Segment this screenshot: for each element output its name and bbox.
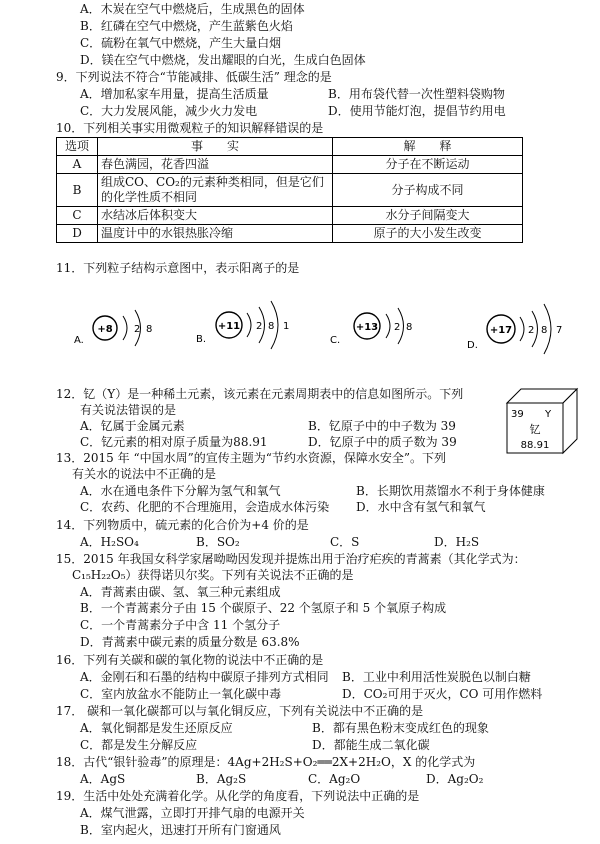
q16-option-d: D．CO₂可用于灭火，CO 可用作燃料 bbox=[342, 687, 543, 701]
shell-electrons: 2 bbox=[394, 322, 401, 333]
q15-option-b: B．一个青蒿素分子由 15 个碳原子、22 个氢原子和 5 个氧原子构成 bbox=[80, 601, 447, 615]
q12-option-a: A．钇属于金属元素 bbox=[80, 419, 185, 433]
atom-diagram-a bbox=[74, 310, 152, 346]
row-fact: 温度计中的水银热胀冷缩 bbox=[98, 225, 333, 243]
q13-option-b: B．长期饮用蒸馏水不利于身体健康 bbox=[356, 484, 545, 498]
shell-arc bbox=[386, 314, 390, 338]
q15-option-c: C．一个青蒿素分子中含 11 个氢分子 bbox=[80, 618, 281, 632]
shell-arc bbox=[520, 317, 524, 341]
q17-option-d: D．都能生成二氧化碳 bbox=[312, 738, 430, 752]
q12-stem-cont: 有关说法错误的是 bbox=[80, 403, 177, 417]
shell-arc bbox=[123, 316, 127, 340]
q14-option-d: D．H₂S bbox=[434, 535, 480, 549]
q8-option-a: A．木炭在空气中燃烧后，生成黑色的固体 bbox=[80, 2, 305, 16]
row-option: B bbox=[57, 174, 98, 207]
shell-electrons: 8 bbox=[406, 322, 413, 333]
row-fact: 水结冰后体积变大 bbox=[98, 207, 333, 225]
q14-option-a: A．H₂SO₄ bbox=[80, 535, 139, 549]
header-fact: 事 实 bbox=[98, 138, 333, 156]
row-fact: 春色满园，花香四溢 bbox=[98, 156, 333, 174]
q15-stem-cont: C₁₅H₂₂O₅）获得诺贝尔奖。下列有关说法不正确的是 bbox=[72, 568, 354, 582]
table-row bbox=[57, 225, 523, 243]
row-option: C bbox=[57, 207, 98, 225]
q18-option-a: A．AgS bbox=[80, 772, 126, 786]
q19-option-b: B．室内起火，迅速打开所有门窗通风 bbox=[80, 823, 281, 837]
atom-label: D. bbox=[467, 340, 478, 351]
q10-stem: 10．下列相关事实用微观粒子的知识解释错误的是 bbox=[56, 121, 324, 135]
q15-stem: 15．2015 年我国女科学家屠呦呦因发现并提炼出用于治疗疟疾的青蒿素（其化学式为： bbox=[56, 552, 526, 566]
q13-option-a: A．水在通电条件下分解为氢气和氧气 bbox=[80, 484, 281, 498]
atom-label: B. bbox=[196, 334, 207, 345]
q18-option-d: D．Ag₂O₂ bbox=[426, 772, 484, 786]
nucleus-charge: +17 bbox=[489, 325, 513, 336]
q18-stem: 18．古代“银针验毒”的原理是：4Ag+2H₂S+O₂══2X+2H₂O，X 的化学式为 bbox=[56, 755, 476, 769]
q16-option-b: B．工业中利用活性炭脱色以制白糖 bbox=[342, 670, 531, 684]
q8-option-d: D．镁在空气中燃烧，发出耀眼的白光，生成白色固体 bbox=[80, 53, 366, 67]
shell-electrons: 1 bbox=[283, 321, 290, 332]
q12-stem: 12．钇（Y）是一种稀土元素，该元素在元素周期表中的信息如图所示。下列 bbox=[56, 387, 464, 401]
q19-stem: 19．生活中处处充满着化学。从化学的角度看，下列说法中正确的是 bbox=[56, 789, 420, 803]
q8-option-b: B．红磷在空气中燃烧，产生蓝紫色火焰 bbox=[80, 19, 293, 33]
table-header-row bbox=[57, 138, 523, 156]
q12-option-d: D．钇原子中的质子数为 39 bbox=[308, 435, 457, 449]
nucleus-charge: +13 bbox=[355, 322, 379, 333]
atomic-mass: 88.91 bbox=[520, 440, 550, 451]
table-row bbox=[57, 156, 523, 174]
atom-diagram-c bbox=[330, 308, 412, 346]
row-explanation: 分子在不断运动 bbox=[333, 156, 523, 174]
q19-option-a: A．煤气泄露，立即打开排气扇的电源开关 bbox=[80, 806, 305, 820]
table-row bbox=[57, 207, 523, 225]
q13-stem: 13．2015 年 “中国水周”的宣传主题为“节约水资源，保障水安全”。下列 bbox=[56, 451, 446, 465]
q17-option-a: A．氧化铜都是发生还原反应 bbox=[80, 721, 233, 735]
shell-arc bbox=[247, 313, 251, 337]
q16-option-c: C．室内放盆水不能防止一氧化碳中毒 bbox=[80, 687, 282, 701]
q11-atom-diagrams bbox=[0, 282, 600, 382]
q17-option-c: C．都是发生分解反应 bbox=[80, 738, 198, 752]
q16-stem: 16．下列有关碳和碳的氧化物的说法中不正确的是 bbox=[56, 653, 324, 667]
q13-stem-cont: 有关水的说法中不正确的是 bbox=[72, 467, 217, 481]
yttrium-element-cell bbox=[505, 387, 583, 457]
row-option: D bbox=[57, 225, 98, 243]
atom-label: C. bbox=[330, 335, 341, 346]
nucleus-charge: +8 bbox=[97, 324, 113, 335]
q14-option-c: C．S bbox=[330, 535, 360, 549]
shell-electrons: 7 bbox=[556, 325, 563, 336]
header-explanation: 解 释 bbox=[333, 138, 523, 156]
q11-stem: 11．下列粒子结构示意图中，表示阳离子的是 bbox=[56, 261, 300, 275]
q8-option-c: C．硫粉在氧气中燃烧，产生大量白烟 bbox=[80, 36, 282, 50]
q16-option-a: A．金刚石和石墨的结构中碳原子排列方式相同 bbox=[80, 670, 329, 684]
atom-diagram-b bbox=[196, 301, 289, 349]
q13-option-d: D．水中含有氢气和氧气 bbox=[356, 500, 486, 514]
row-explanation: 原子的大小发生改变 bbox=[333, 225, 523, 243]
shell-electrons: 2 bbox=[256, 321, 263, 332]
table-row bbox=[57, 174, 523, 207]
element-symbol: Y bbox=[545, 409, 552, 420]
q9-stem: 9．下列说法不符合“节能减排、低碳生活” 理念的是 bbox=[56, 70, 332, 84]
atomic-number: 39 bbox=[511, 409, 524, 420]
q9-option-c: C．大力发展风能，减少火力发电 bbox=[80, 104, 258, 118]
q15-option-d: D．青蒿素中碳元素的质量分数是 63.8% bbox=[80, 635, 300, 649]
shell-electrons: 2 bbox=[134, 324, 141, 335]
q17-stem: 17． 碳和一氧化碳都可以与氧化铜反应，下列有关说法中不正确的是 bbox=[56, 704, 424, 718]
atom-label: A. bbox=[74, 335, 84, 346]
row-explanation: 分子构成不同 bbox=[333, 174, 523, 207]
q9-option-a: A．增加私家车用量，提高生活质量 bbox=[80, 87, 269, 101]
q9-option-b: B．用布袋代替一次性塑料袋购物 bbox=[328, 87, 505, 101]
nucleus-charge: +11 bbox=[217, 321, 241, 332]
shell-electrons: 8 bbox=[268, 321, 275, 332]
q17-option-b: B．都有黑色粉末变成红色的现象 bbox=[312, 721, 489, 735]
q18-option-c: C．Ag₂O bbox=[308, 772, 361, 786]
shell-electrons: 2 bbox=[528, 325, 535, 336]
shell-electrons: 8 bbox=[541, 325, 548, 336]
q13-option-c: C．农药、化肥的不合理施用，会造成水体污染 bbox=[80, 500, 330, 514]
atom-diagram-d bbox=[467, 304, 562, 354]
q18-option-b: B．Ag₂S bbox=[196, 772, 247, 786]
row-fact: 组成CO、CO₂的元素种类相同，但是它们的化学性质不相同 bbox=[98, 174, 333, 207]
q12-option-c: C．钇元素的相对原子质量为88.91 bbox=[80, 435, 268, 449]
q15-option-a: A．青蒿素由碳、氢、氧三种元素组成 bbox=[80, 585, 281, 599]
element-name: 钇 bbox=[529, 423, 541, 436]
q14-option-b: B．SO₂ bbox=[196, 535, 240, 549]
row-explanation: 水分子间隔变大 bbox=[333, 207, 523, 225]
row-option: A bbox=[57, 156, 98, 174]
q12-option-b: B．钇原子中的中子数为 39 bbox=[308, 419, 456, 433]
q9-option-d: D．使用节能灯泡，提倡节约用电 bbox=[328, 104, 506, 118]
q14-stem: 14．下列物质中，硫元素的化合价为+4 价的是 bbox=[56, 518, 309, 532]
shell-electrons: 8 bbox=[146, 324, 153, 335]
header-option: 选项 bbox=[57, 138, 98, 156]
q10-table bbox=[56, 137, 523, 243]
